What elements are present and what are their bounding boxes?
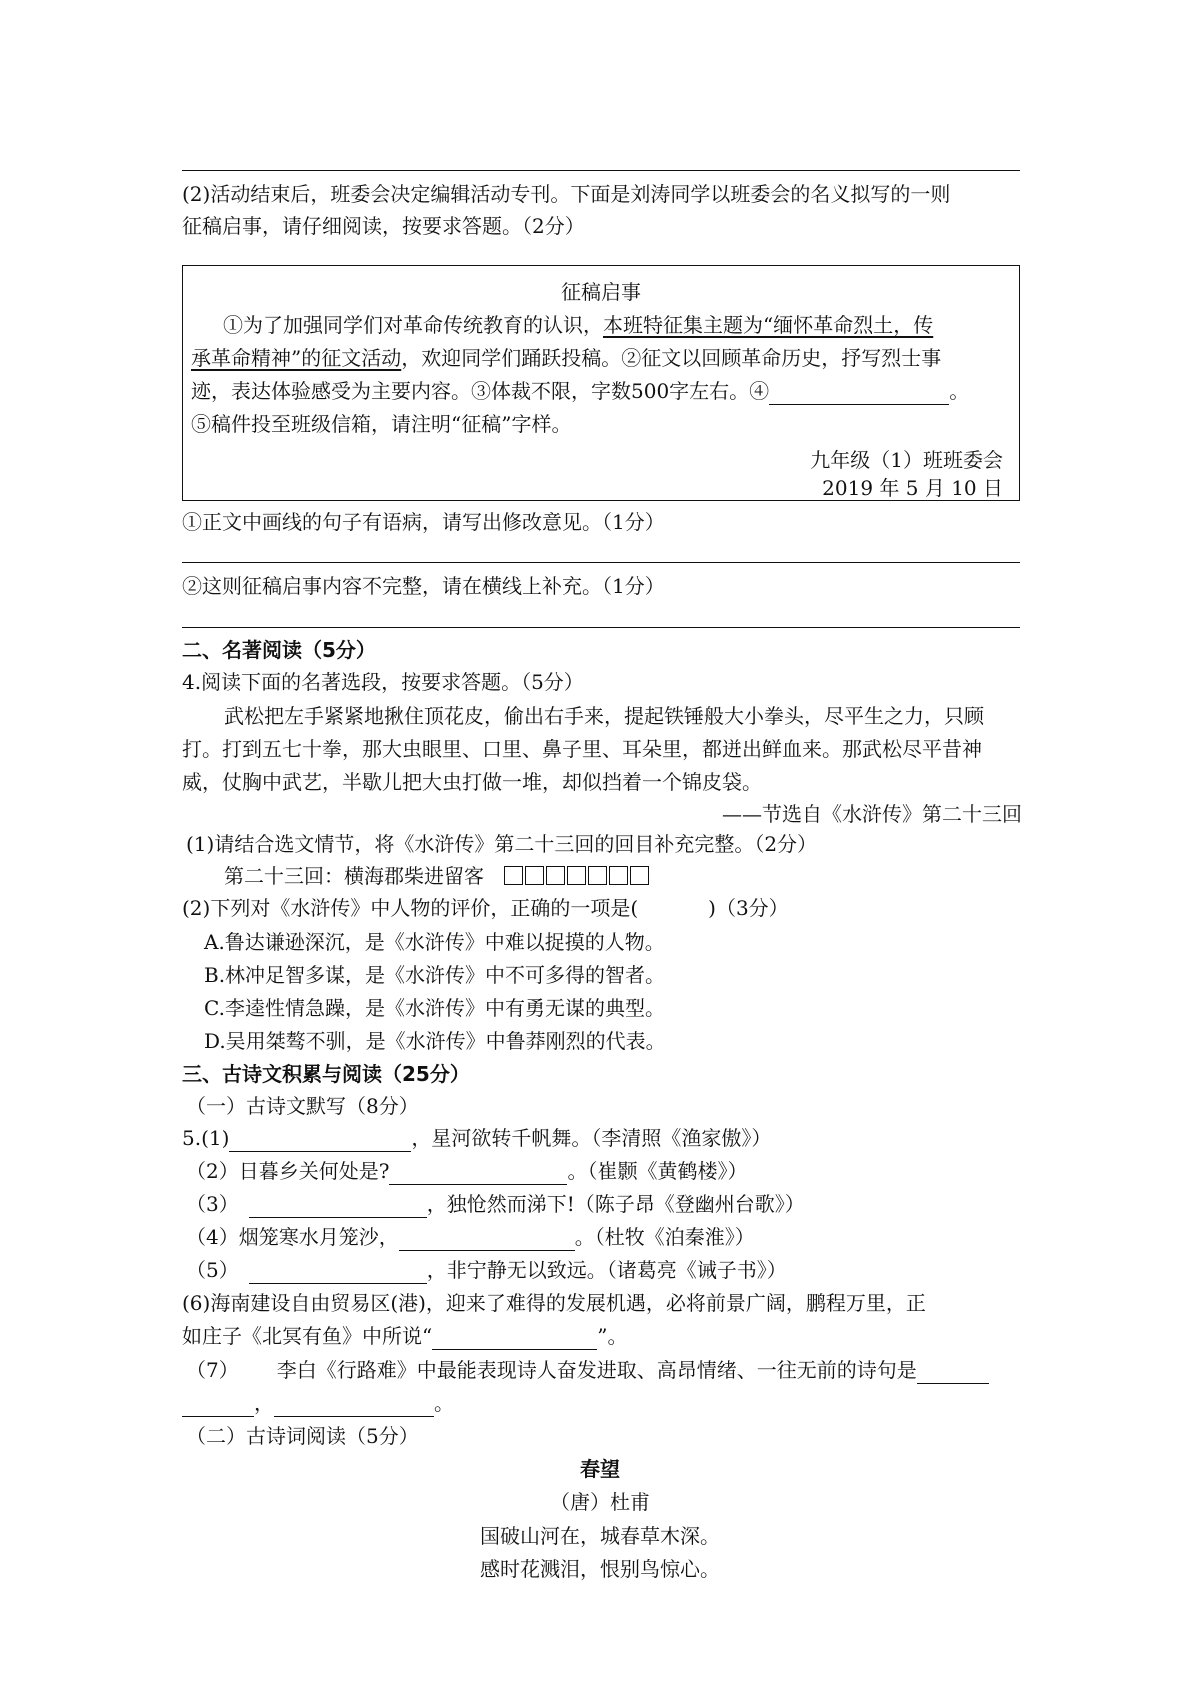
underlined-sentence: 本班特征集主题为“缅怀革命烈土，传 — [603, 313, 934, 337]
question-5-1 — [182, 1124, 771, 1152]
poem-author: （唐）杜甫 — [550, 1490, 650, 1514]
question-5-6-line-2 — [182, 1322, 627, 1350]
answer-blank[interactable] — [389, 1162, 567, 1185]
question-number: （5） — [186, 1258, 239, 1282]
sub-section-1: （一）古诗文默写（8分） — [186, 1094, 419, 1118]
option-a[interactable]: A.鲁达谦逊深沉，是《水浒传》中难以捉摸的人物。 — [204, 930, 665, 954]
passage-line-1: 武松把左手紧紧地揪住顶花皮，偷出右手来，提起铁锤般大小拳头，尽平生之力，只顾 — [224, 704, 984, 728]
section-3-heading: 三、古诗文积累与阅读（25分） — [182, 1062, 470, 1086]
notice-signature: 九年级（1）班班委会 — [810, 448, 1003, 472]
question-text: （4）烟笼寒水月笼沙， — [186, 1225, 399, 1249]
answer-line — [182, 170, 1020, 171]
question-5-7-line-2 — [182, 1389, 454, 1417]
notice-text: ①为了加强同学们对革命传统教育的认识， — [223, 313, 603, 337]
passage-line-3: 威，仗胸中武艺，半歇儿把大虫打做一堆，却似挡着一个锦皮袋。 — [182, 770, 762, 794]
chapter-title-line — [224, 862, 651, 890]
question-text: 。 — [434, 1391, 454, 1415]
question-5-6-line-1: (6)海南建设自由贸易区(港)，迎来了难得的发展机遇，必将前景广阔，鹏程万里，正 — [182, 1291, 926, 1315]
passage-source: ——节选自《水浒传》第二十三回 — [722, 802, 1022, 826]
section-2-heading: 二、名著阅读（5分） — [182, 638, 376, 662]
notice-line-4: ⑤稿件投至班级信箱，请注明“征稿”字样。 — [191, 412, 572, 436]
question-text: (2)下列对《水浒传》中人物的评价，正确的一项是( — [182, 896, 639, 920]
question-4: 4.阅读下面的名著选段，按要求答题。（5分） — [182, 670, 584, 694]
sub-question-2: ②这则征稿启事内容不完整，请在横线上补充。（1分） — [182, 574, 665, 598]
question-5-4 — [186, 1223, 755, 1251]
answer-blank[interactable] — [249, 1261, 427, 1284]
underlined-sentence: 承革命精神”的征文活动 — [191, 346, 402, 370]
answer-blank[interactable] — [229, 1129, 411, 1152]
sub-question-1: ①正文中画线的句子有语病，请写出修改意见。（1分） — [182, 510, 665, 534]
question-text: 。（崔颢《黄鹤楼》） — [567, 1159, 748, 1183]
answer-line[interactable] — [182, 562, 1020, 563]
question-text: 。（杜牧《泊秦淮》） — [574, 1225, 755, 1249]
question-5-3 — [186, 1190, 805, 1218]
question-text: 李白《行路难》中最能表现诗人奋发进取、高昂情绪、一往无前的诗句是 — [276, 1358, 917, 1382]
answer-blank[interactable] — [917, 1361, 989, 1384]
option-c[interactable]: C.李逵性情急躁，是《水浒传》中有勇无谋的典型。 — [204, 996, 665, 1020]
notice-text: 。 — [949, 379, 970, 403]
option-d[interactable]: D.吴用桀骜不驯，是《水浒传》中鲁莽刚烈的代表。 — [204, 1029, 666, 1053]
question-text: 如庄子《北冥有鱼》中所说“ — [182, 1324, 433, 1348]
notice-line-2 — [191, 344, 941, 372]
passage-line-2: 打。打到五七十拳，那大虫眼里、口里、鼻子里、耳朵里，都迸出鲜血来。那武松尽平昔神 — [182, 737, 982, 761]
question-4-1: (1)请结合选文情节，将《水浒传》第二十三回的回目补充完整。（2分） — [186, 832, 818, 856]
question-4-2 — [182, 894, 789, 922]
notice-title: 征稿启事 — [561, 280, 641, 304]
notice-date: 2019 年 5 月 10 日 — [822, 476, 1003, 500]
question-text: ，非宁静无以致远。（诸葛亮《诫子书》） — [426, 1258, 787, 1282]
notice-line-1 — [223, 311, 933, 339]
question-text: ”。 — [597, 1324, 628, 1348]
poem-title: 春望 — [580, 1457, 620, 1481]
question-number: （7） — [186, 1358, 239, 1382]
chapter-title: 第二十三回：横海郡柴进留客 — [224, 864, 484, 888]
answer-blank[interactable] — [432, 1327, 597, 1350]
question-5-7-line-1 — [186, 1356, 989, 1384]
poem-line-1: 国破山河在，城春草木深。 — [480, 1524, 720, 1548]
notice-text: 迹，表达体验感受为主要内容。③体裁不限，字数500字左右。④ — [191, 379, 770, 403]
question-5-5 — [186, 1256, 787, 1284]
notice-box — [182, 265, 1020, 501]
answer-blank[interactable] — [769, 382, 949, 405]
poem-line-2: 感时花溅泪，恨别鸟惊心。 — [480, 1557, 720, 1581]
answer-squares[interactable] — [504, 862, 651, 890]
question-score: )（3分） — [708, 896, 789, 920]
notice-text: ，欢迎同学们踊跃投稿。②征文以回顾革命历史，抒写烈士事 — [401, 346, 942, 370]
question-2-line-1: (2)活动结束后，班委会决定编辑活动专刊。下面是刘涛同学以班委会的名义拟写的一则 — [182, 182, 951, 206]
answer-blank[interactable] — [274, 1394, 434, 1417]
question-2-line-2: 征稿启事，请仔细阅读，按要求答题。（2分） — [182, 214, 585, 238]
sub-section-2: （二）古诗词阅读（5分） — [186, 1424, 419, 1448]
answer-blank[interactable] — [399, 1228, 575, 1251]
question-text: ，星河欲转千帆舞。（李清照《渔家傲》） — [411, 1126, 772, 1150]
answer-line[interactable] — [182, 627, 1020, 628]
answer-blank[interactable] — [249, 1195, 427, 1218]
question-text: ， — [254, 1391, 274, 1415]
question-text: ，独怆然而涕下!（陈子昂《登幽州台歌》） — [426, 1192, 805, 1216]
question-5-2 — [186, 1157, 747, 1185]
option-b[interactable]: B.林冲足智多谋，是《水浒传》中不可多得的智者。 — [204, 963, 666, 987]
question-text: （2）日暮乡关何处是? — [186, 1159, 390, 1183]
question-number: （3） — [186, 1192, 239, 1216]
notice-line-3 — [191, 377, 969, 405]
question-number: 5.(1) — [182, 1126, 230, 1150]
answer-blank[interactable] — [182, 1394, 254, 1417]
